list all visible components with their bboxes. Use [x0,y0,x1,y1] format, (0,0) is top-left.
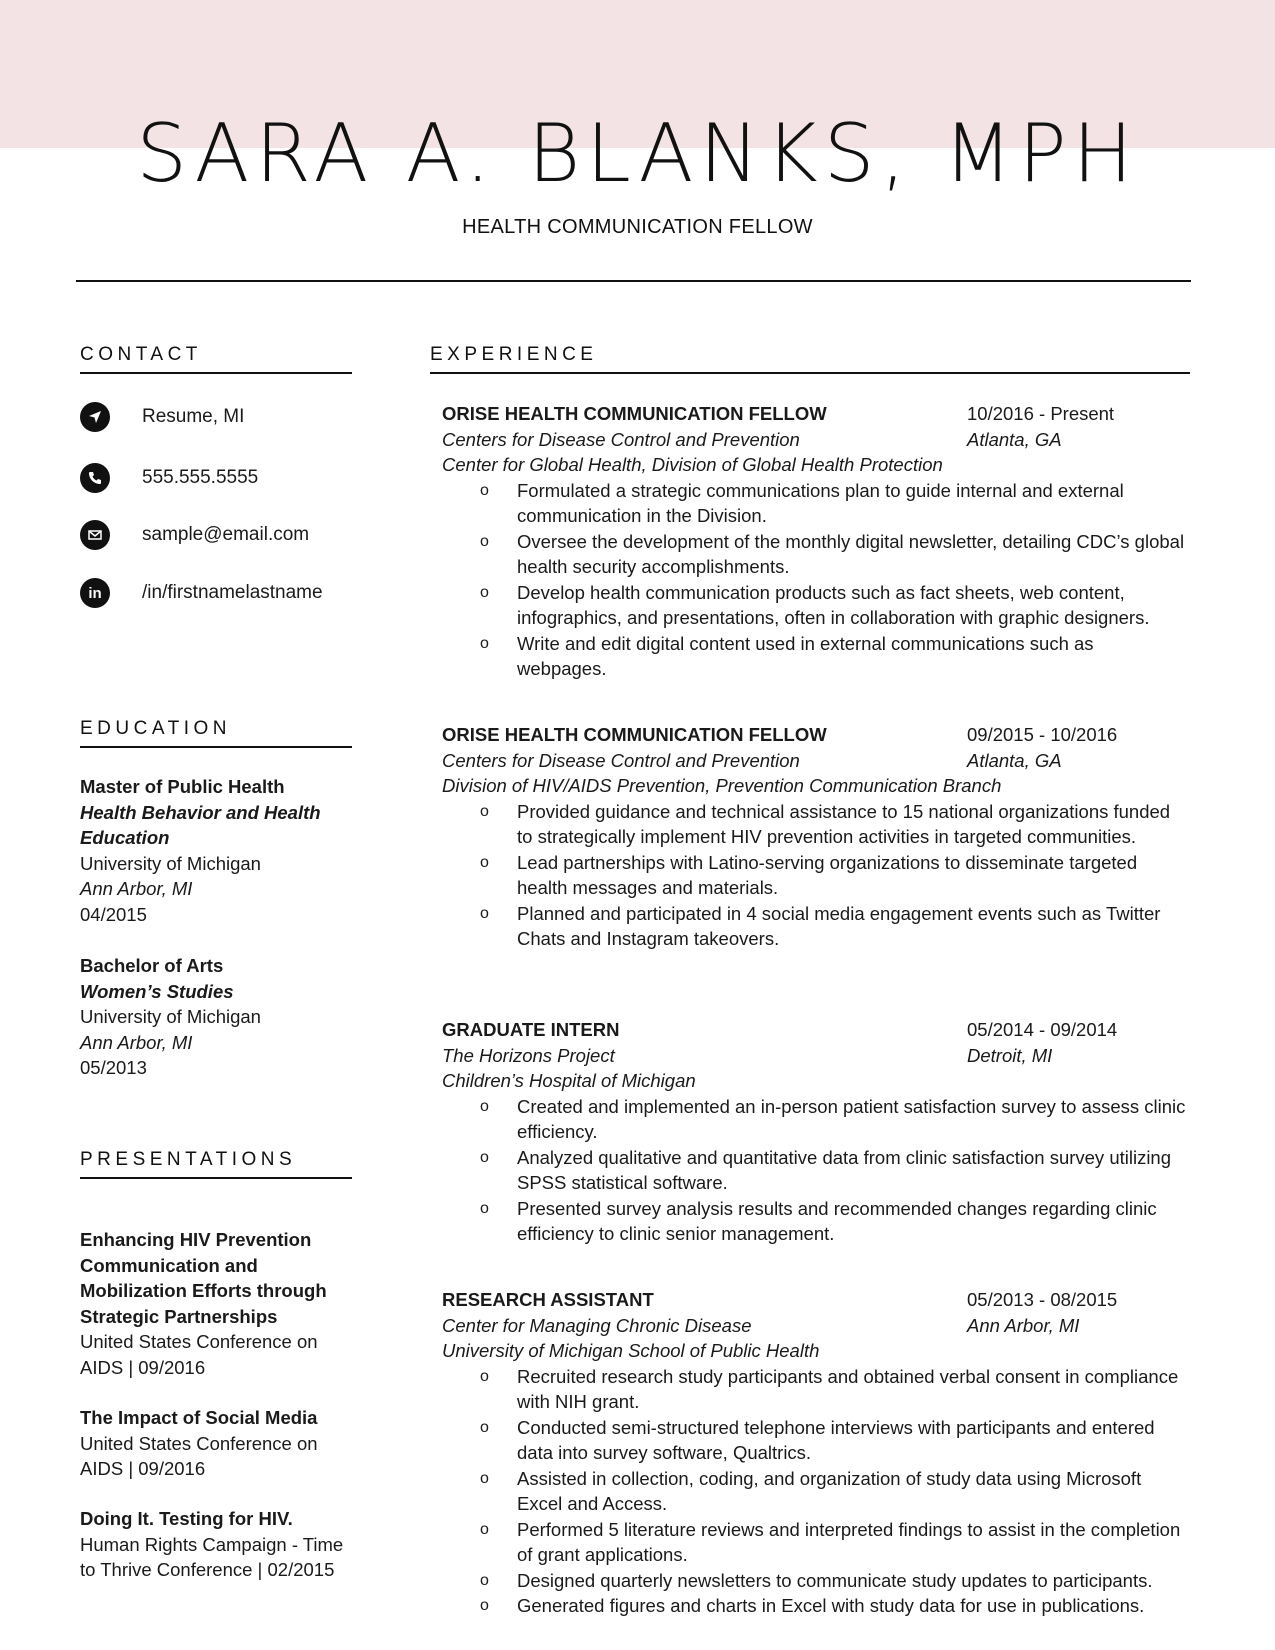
candidate-name: SARA A. BLANKS, MPH [136,107,1139,200]
job-bullets [442,478,1187,682]
job-organization: Centers for Disease Control and Prevention [442,749,800,771]
job-bullets [442,799,1187,952]
experience-entry [442,401,1187,682]
presentation-entry [80,1227,350,1380]
contact-linkedin-text[interactable]: /in/firstnamelastname [142,582,323,603]
job-location: Atlanta, GA [967,428,1062,450]
contact-email [80,520,309,550]
presentation-title: Doing It. Testing for HIV. [80,1508,293,1529]
list-item: o Formulated a strategic communications plan to guide internal and external communication in the Division. [480,479,1124,526]
job-title-subtitle: HEALTH COMMUNICATION FELLOW [462,216,813,238]
job-dates: 09/2015 - 10/2016 [967,724,1118,745]
job-unit: University of Michigan School of Public Health [442,1340,820,1361]
contact-location-text: Resume, MI [142,406,245,427]
contact-heading: CONTACT [80,344,352,374]
job-organization: Centers for Disease Control and Prevention [442,428,800,450]
presentations-heading: PRESENTATIONS [80,1149,352,1179]
experience-heading: EXPERIENCE [430,344,1190,374]
list-item: o Designed quarterly newsletters to communicate study updates to participants. [480,1569,1153,1591]
list-item: o Performed 5 literature reviews and interpreted findings to assist in the completion of grant applications. [480,1518,1181,1565]
job-unit: Children’s Hospital of Michigan [442,1070,696,1091]
job-title: RESEARCH ASSISTANT [442,1289,654,1310]
job-bullets [442,1094,1187,1247]
list-item: o Analyzed qualitative and quantitative data from clinic satisfaction survey utilizing SPSS statistical software. [480,1146,1172,1193]
education-entry [80,953,360,1081]
education-degree: Master of Public Health [80,776,285,797]
job-title: ORISE HEALTH COMMUNICATION FELLOW [442,403,827,424]
education-location: Ann Arbor, MI [80,878,193,899]
job-title: GRADUATE INTERN [442,1019,620,1040]
list-item: o Recruited research study participants and obtained verbal consent in compliance with NIH grant. [480,1365,1179,1412]
experience-entry [442,1287,1187,1619]
list-item: o Develop health communication products such as fact sheets, web content, infographics, and presentations, often in collaboration with graphic designers. [480,581,1150,628]
contact-phone-text: 555.555.5555 [142,467,259,488]
job-location: Ann Arbor, MI [967,1314,1080,1336]
job-organization: Center for Managing Chronic Disease [442,1314,752,1336]
job-dates: 10/2016 - Present [967,403,1115,424]
header-divider [76,280,1191,282]
list-item: o Oversee the development of the monthly digital newsletter, detailing CDC’s global health security accomplishments. [480,530,1185,577]
presentation-entry [80,1405,350,1482]
education-school: University of Michigan [80,852,261,874]
presentation-title: Enhancing HIV Prevention Communication and Mobilization Efforts through Strategic Partnerships [80,1229,327,1327]
job-unit: Division of HIV/AIDS Prevention, Prevention Communication Branch [442,775,1002,796]
job-dates: 05/2013 - 08/2015 [967,1289,1118,1310]
presentation-entry [80,1506,350,1583]
list-item: o Planned and participated in 4 social media engagement events such as Twitter Chats and Instagram takeovers. [480,902,1161,949]
experience-entry [442,1017,1187,1247]
experience-entry [442,722,1187,952]
education-field: Health Behavior and Health Education [80,801,321,848]
job-bullets [442,1364,1187,1619]
email-icon [80,520,110,550]
contact-linkedin [80,578,323,608]
job-dates: 05/2014 - 09/2014 [967,1019,1118,1040]
list-item: o Lead partnerships with Latino-serving organizations to disseminate targeted health messages and materials. [480,851,1138,898]
presentation-venue: United States Conference on AIDS | 09/2016 [80,1432,318,1479]
list-item: o Generated figures and charts in Excel with study data for use in publications. [480,1595,1145,1616]
education-date: 04/2015 [80,903,147,925]
list-item: o Presented survey analysis results and recommended changes regarding clinic efficiency to clinic senior management. [480,1197,1157,1244]
list-item: o Conducted semi-structured telephone interviews with participants and entered data into survey software, Qualtrics. [480,1416,1155,1463]
list-item: o Provided guidance and technical assistance to 15 national organizations funded to strategically implement HIV prevention activities in targeted communities. [480,800,1171,847]
location-arrow-icon [80,402,110,432]
education-school: University of Michigan [80,1006,261,1027]
education-heading: EDUCATION [80,718,352,748]
education-entry [80,774,360,927]
phone-icon [80,463,110,493]
linkedin-icon: in [80,578,110,608]
presentation-venue: Human Rights Campaign - Time to Thrive Conference | 02/2015 [80,1533,344,1580]
education-location: Ann Arbor, MI [80,1031,193,1053]
job-unit: Center for Global Health, Division of Global Health Protection [442,454,943,475]
job-location: Atlanta, GA [967,749,1062,771]
education-field: Women’s Studies [80,980,234,1002]
education-date: 05/2013 [80,1057,147,1078]
contact-phone [80,463,258,493]
list-item: o Assisted in collection, coding, and organization of study data using Microsoft Excel and Access. [480,1467,1142,1514]
job-location: Detroit, MI [967,1044,1053,1066]
list-item: o Write and edit digital content used in external communications such as webpages. [480,632,1094,679]
list-item: o Created and implemented an in-person patient satisfaction survey to assess clinic efficiency. [480,1095,1186,1142]
presentation-title: The Impact of Social Media [80,1407,318,1428]
education-degree: Bachelor of Arts [80,955,224,976]
presentation-venue: United States Conference on AIDS | 09/2016 [80,1331,318,1378]
contact-location [80,402,244,432]
job-organization: The Horizons Project [442,1044,615,1066]
job-title: ORISE HEALTH COMMUNICATION FELLOW [442,724,827,745]
contact-email-text[interactable]: sample@email.com [142,524,310,545]
